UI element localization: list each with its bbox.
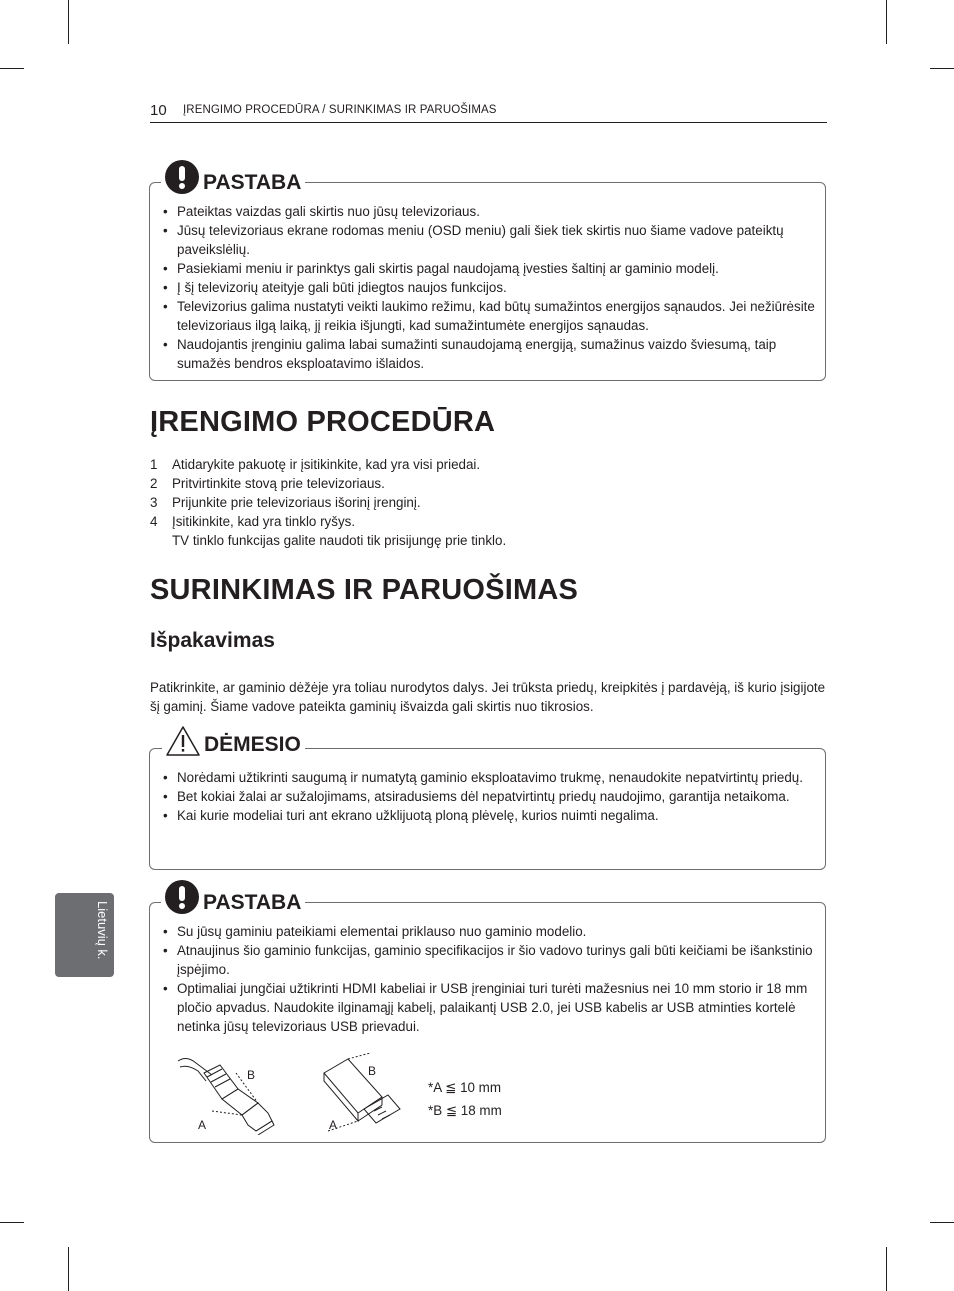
caution-title [162, 726, 305, 756]
list-item: • Naudojantis įrenginiu galima labai sumažinti sunaudojamą energiją, sumažinus vaizdo šviesumą, taip sumažės bendros eksploatavimo išlaidos. [162, 335, 815, 373]
step-text: Pritvirtinkite stovą prie televizoriaus. [172, 476, 385, 491]
list-item: • Televizorius galima nustatyti veikti laukimo režimu, kad būtų sumažintos energijos sąnaudos. Jei nežiūrėsite televizoriaus ilgą laiką, jį reikia išjungti, kad sumažintumėte energijos sąnaudas. [162, 297, 815, 335]
section-title: ĮRENGIMO PROCEDŪRA [150, 406, 496, 438]
step-text: Atidarykite pakuotę ir įsitikinkite, kad yra visi priedai. [172, 457, 481, 472]
note-label: PASTABA [203, 171, 302, 194]
language-tab-label: Lietuvių k. [95, 901, 110, 960]
list-item: • Atnaujinus šio gaminio funkcijas, gaminio specifikacijos ir šio vadovo turinys gali būti keičiami be išankstinio įspėjimo. [162, 941, 815, 979]
crop-mark [68, 0, 69, 44]
caution-box [149, 733, 826, 870]
paragraph: Patikrinkite, ar gaminio dėžėje yra toliau nurodytos dalys. Jei trūksta priedų, kreipkitės į pardavėją, iš kurio įsigijote šį gaminį. Šiame vadove pateikta gaminių išvaizda gali skirtis nuo tikrosios. [150, 680, 826, 714]
crop-mark [886, 1247, 887, 1291]
dimension-label-b: B [247, 1068, 256, 1082]
list-item [150, 512, 506, 531]
crop-mark [930, 68, 954, 69]
dimension-a-spec: *A ≦ 10 mm [428, 1080, 501, 1095]
language-tab [55, 893, 114, 977]
step-number: 2 [150, 476, 158, 491]
step-text: Įsitikinkite, kad yra tinklo ryšys. [172, 514, 356, 529]
exclamation-icon [165, 880, 199, 914]
list-item [150, 455, 506, 474]
note-label: PASTABA [203, 891, 302, 914]
page-number: 10 [150, 102, 167, 119]
running-head: ĮRENGIMO PROCEDŪRA / SURINKIMAS IR PARUOŠIMAS [183, 104, 497, 116]
step-text: Prijunkite prie televizoriaus išorinį įrenginį. [172, 495, 421, 510]
list-item: • Su jūsų gaminiu pateikiami elementai priklauso nuo gaminio modelio. [162, 922, 815, 941]
note-box [149, 171, 826, 381]
caution-label: DĖMESIO [204, 733, 301, 756]
list-item: • Į šį televizorių ateityje gali būti įdiegtos naujos funkcijos. [162, 278, 815, 297]
list-item: • Pateiktas vaizdas gali skirtis nuo jūsų televizoriaus. [162, 202, 815, 221]
list-item: • Bet kokiai žalai ar sužalojimams, atsiradusiems dėl nepatvirtintų priedų naudojimo, garantija netaikoma. [162, 787, 815, 806]
dimension-label-b: B [368, 1064, 377, 1078]
list-item [150, 531, 506, 550]
dimension-label-a: A [198, 1118, 207, 1132]
note-box [149, 891, 826, 1143]
crop-mark [68, 1247, 69, 1291]
list-item: • Optimaliai jungčiai užtikrinti HDMI kabeliai ir USB įrenginiai turi turėti mažesnius nei 10 mm storio ir 18 mm pločio apvadus. Naudokite ilginamąjį kabelį, palaikantį USB 2.0, jei USB kabelis ar USB atminties kortelė netinka jūsų televizoriaus USB prievadui. [162, 979, 815, 1036]
crop-mark [0, 68, 24, 69]
steps-list [150, 455, 506, 550]
note-title [161, 160, 305, 194]
note-list [162, 202, 815, 373]
list-item: • Kai kurie modeliai turi ant ekrano užklijuotą ploną plėvelę, kurios nuimti negalima. [162, 806, 815, 825]
list-item: • Jūsų televizoriaus ekrane rodomas meniu (OSD meniu) gali šiek tiek skirtis nuo šiame vadove pateiktų paveikslėlių. [162, 221, 815, 259]
subsection-title: Išpakavimas [150, 629, 275, 652]
step-number: 3 [150, 495, 158, 510]
section-title: SURINKIMAS IR PARUOŠIMAS [150, 574, 579, 606]
dimension-label-a: A [329, 1118, 338, 1132]
crop-mark [886, 0, 887, 44]
note-list [162, 922, 815, 1036]
note-title [161, 880, 305, 914]
exclamation-icon [165, 160, 199, 194]
list-item [150, 493, 506, 512]
step-number: 4 [150, 514, 158, 529]
page-header [150, 100, 827, 123]
step-number: 1 [150, 457, 158, 472]
step-text: TV tinklo funkcijas galite naudoti tik prisijungę prie tinklo. [172, 533, 507, 548]
dimension-b-spec: *B ≦ 18 mm [428, 1103, 502, 1118]
hdmi-plug-icon [176, 1053, 284, 1135]
crop-mark [930, 1222, 954, 1223]
crop-mark [0, 1222, 24, 1223]
caution-list [162, 768, 815, 825]
list-item: • Norėdami užtikrinti saugumą ir numatytą gaminio eksploatavimo trukmę, nenaudokite nepatvirtintų priedų. [162, 768, 815, 787]
list-item [150, 474, 506, 493]
warning-icon [166, 726, 200, 756]
list-item: • Pasiekiami meniu ir parinktys gali skirtis pagal naudojamą įvesties šaltinį ar gaminio modelį. [162, 259, 815, 278]
